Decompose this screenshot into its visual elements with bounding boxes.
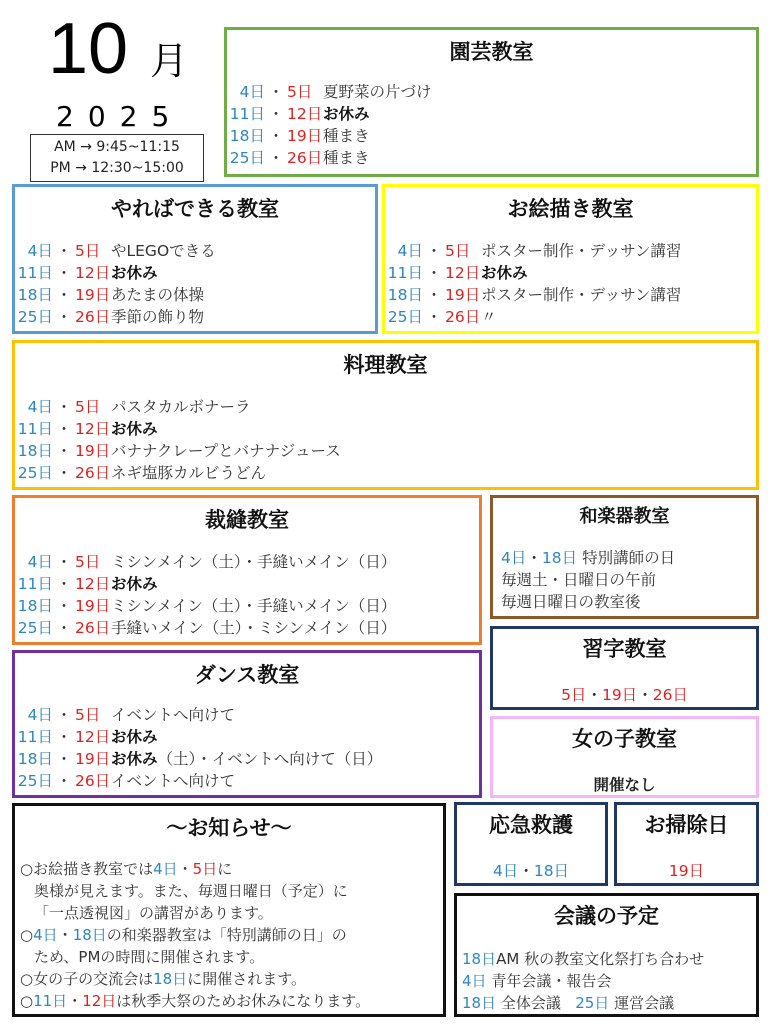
activity: 種まき [323,127,370,145]
schedule-row [385,307,756,327]
souji-date: 19日 [668,862,705,880]
class-yareba [12,184,378,334]
class-title: 料理教室 [343,353,428,377]
date-sat: 4日 [27,398,53,416]
schedule-row [15,552,479,572]
activity: ポスター制作・デッサン講習 [481,242,682,260]
notice-title: ～お知らせ～ [166,816,292,840]
activity: バナナクレープとバナナジュース [111,442,341,460]
date: 5日 [561,686,587,704]
activity: あたまの体操 [111,286,205,304]
date-sat: 4日 [27,553,53,571]
separator: ・ [56,575,72,593]
date-sat: 25日 [387,308,423,326]
kaigi-box [454,893,759,1017]
separator: ・ [268,149,284,167]
class-shuuji [490,626,759,710]
date-sat: 18日 [387,286,423,304]
time-box [30,134,204,182]
separator: ・ [268,127,284,145]
date-sat: 18日 [17,597,53,615]
date-sun: 12日 [75,575,111,593]
activity: ポスター制作・デッサン講習 [481,286,682,304]
date: 18日 [541,549,578,567]
schedule-row [15,441,756,461]
date-sun: 5日 [75,553,101,571]
kyuugo-dates: 4日・18日 [492,862,570,880]
date-sat: 18日 [17,286,53,304]
date: 26日 [652,686,688,704]
activity: お休み [111,420,158,438]
separator: ・ [268,83,284,101]
class-onnanoko [490,716,759,798]
time-am: AM → 9:45~11:15 [54,139,180,155]
schedule-row [15,285,375,305]
schedule-row [15,749,479,769]
schedule-row [15,771,479,791]
schedule-row [227,82,756,102]
date-sat: 25日 [17,308,53,326]
date-sun: 5日 [75,398,101,416]
kaigi-line: 18日AM 秋の教室文化祭打ち合わせ [462,950,705,968]
separator: ・ [426,242,442,260]
date-sat: 18日 [229,127,265,145]
class-title: 女の子教室 [572,727,677,751]
schedule-row [15,419,756,439]
schedule-row [227,104,756,124]
date: 4日 [501,549,527,567]
schedule-row [15,618,479,638]
schedule-row [227,126,756,146]
schedule-row [15,463,756,483]
class-ryouri [12,340,759,490]
activity: 夏野菜の片づけ [323,83,432,101]
date-sat: 25日 [17,772,53,790]
date-sat: 18日 [17,750,53,768]
separator: ・ [56,706,72,724]
souji-title: お掃除日 [644,813,729,837]
date-sat: 11日 [17,575,53,593]
souji-box [614,802,759,886]
activity: 季節の飾り物 [111,308,205,326]
schedule-row [15,574,479,594]
activity: お休み [481,264,528,282]
date-sun: 19日 [75,597,111,615]
separator: ・ [56,264,72,282]
date-sat: 25日 [17,464,53,482]
activity: やLEGOできる [111,242,216,260]
wagakki-line3: 毎週日曜日の教室後 [501,593,641,611]
date-sun: 19日 [75,442,111,460]
wagakki-line1 [501,548,675,568]
date-sun: 26日 [75,308,111,326]
wagakki-line2: 毎週土・日曜日の午前 [501,571,657,589]
class-wagakki [490,495,759,619]
separator: ・ [56,597,72,615]
date-sun: 12日 [445,264,481,282]
month-number: 10 [48,9,129,89]
separator: ・ [56,750,72,768]
activity: お休み [111,264,158,282]
date-sun: 26日 [75,772,111,790]
activity: 特別講師の日 [582,549,676,567]
activity: 種まき [323,149,370,167]
separator: ・ [56,772,72,790]
date-sat: 11日 [387,264,423,282]
class-title: ダンス教室 [194,663,300,687]
separator: ・ [56,286,72,304]
date-sun: 19日 [287,127,323,145]
date-sat: 11日 [229,105,265,123]
separator: ・ [586,686,602,704]
activity: 手縫いメイン（土）・ミシンメイン（日） [111,619,397,637]
date-sun: 12日 [75,420,111,438]
separator: ・ [637,686,653,704]
date-sun: 19日 [445,286,481,304]
year-label: 2025 [56,100,184,133]
date-sun: 5日 [75,706,101,724]
separator: ・ [56,308,72,326]
time-pm: PM → 12:30~15:00 [50,160,184,176]
date-sun: 12日 [75,728,111,746]
kaigi-line: 18日 全体会議 25日 運営会議 [462,994,675,1012]
date-sun: 26日 [287,149,323,167]
month-kanji: 月 [150,39,189,83]
activity: お休み [111,728,158,746]
schedule-row [15,397,756,417]
notice-box [12,803,446,1017]
notice-line: ○お絵描き教室では4日・5日に [20,860,233,878]
separator: ・ [56,242,72,260]
separator: ・ [56,619,72,637]
date-sun: 5日 [287,83,313,101]
schedule-row [15,307,375,327]
class-title: 園芸教室 [449,40,534,64]
separator: ・ [426,308,442,326]
class-title: 習字教室 [582,637,667,661]
date-sat: 18日 [17,442,53,460]
kaigi-lines [462,948,704,1014]
class-saihou [12,495,482,645]
date-sun: 12日 [287,105,323,123]
activity: ミシンメイン（土）・手縫いメイン（日） [111,553,397,571]
separator: ・ [56,728,72,746]
shuuji-dates [493,683,756,705]
notice-line: ○女の子の交流会は18日に開催されます。 [20,970,306,988]
class-title: 和楽器教室 [579,506,670,527]
activity: 〃 [481,308,497,326]
onnanoko-text: 開催なし [593,776,656,794]
date-sat: 4日 [397,242,423,260]
class-title: 裁縫教室 [205,508,289,532]
date-sun: 5日 [445,242,471,260]
date-sat: 4日 [27,706,53,724]
date-sat: 11日 [17,420,53,438]
date: 19日 [601,686,638,704]
date-sun: 12日 [75,264,111,282]
activity: （土）・イベントへ向けて（日） [157,750,383,768]
class-title: やればできる教室 [111,197,279,221]
class-title: お絵描き教室 [507,197,634,221]
notice-line: 「一点透視図」の講習があります。 [34,904,273,922]
activity: パスタカルボナーラ [111,398,251,416]
kaigi-title: 会議の予定 [554,904,659,928]
schedule-row [385,285,756,305]
date-sat: 4日 [27,242,53,260]
separator: ・ [268,105,284,123]
kyuugo-box [454,802,608,886]
schedule-row [15,241,375,261]
separator: ・ [426,264,442,282]
separator: ・ [56,398,72,416]
month-header [40,8,200,88]
notice-line: ため、PMの時間に開催されます。 [34,948,265,966]
date-sun: 19日 [75,750,111,768]
kaigi-line: 4日 青年会議・報告会 [462,972,612,990]
notice-line: 奥様が見えます。また、毎週日曜日（予定）に [34,882,348,900]
date-sat: 11日 [17,728,53,746]
schedule-row [227,148,756,168]
activity-bold: お休み [111,750,158,768]
date-sun: 19日 [75,286,111,304]
activity: お休み [111,575,158,593]
date-sat: 11日 [17,264,53,282]
activity: ネギ塩豚カルビうどん [111,464,267,482]
kyuugo-title: 応急救護 [489,813,573,837]
notice-lines [20,858,370,1012]
schedule-row [15,263,375,283]
schedule-row [385,263,756,283]
schedule-row [15,727,479,747]
schedule-row [15,596,479,616]
class-oekaki [382,184,759,334]
date-sun: 26日 [75,464,111,482]
class-engei [224,27,759,177]
separator: ・ [56,464,72,482]
separator: ・ [526,549,542,567]
activity: ミシンメイン（土）・手縫いメイン（日） [111,597,397,615]
notice-line: ○4日・18日の和楽器教室は「特別講師の日」の [20,926,347,944]
date-sun: 5日 [75,242,101,260]
activity: イベントへ向けて [111,706,236,724]
class-dance [12,650,482,798]
date-sun: 26日 [445,308,481,326]
date-sat: 25日 [229,149,265,167]
notice-line: ○11日・12日は秋季大祭のためお休みになります。 [20,992,371,1010]
activity: イベントへ向けて [111,772,236,790]
activity: お休み [323,105,370,123]
date-sun: 26日 [75,619,111,637]
separator: ・ [56,420,72,438]
separator: ・ [426,286,442,304]
separator: ・ [56,553,72,571]
date-sat: 4日 [239,83,265,101]
separator: ・ [56,442,72,460]
schedule-row [15,705,479,725]
date-sat: 25日 [17,619,53,637]
schedule-row [385,241,756,261]
